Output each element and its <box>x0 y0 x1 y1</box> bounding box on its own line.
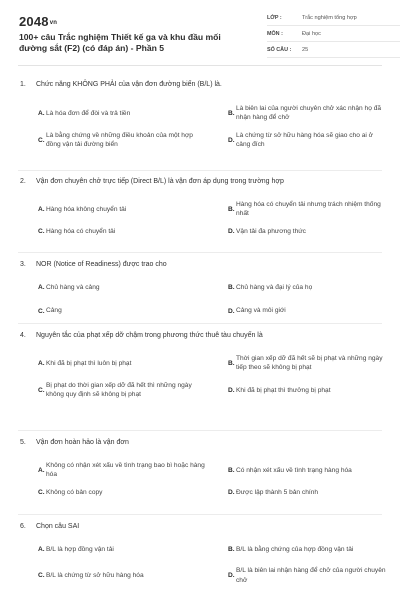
meta-row-class <box>267 10 400 26</box>
option-text: Vận tải đa phương thức <box>236 227 306 235</box>
question-2 <box>18 177 386 244</box>
option-letter: B. <box>228 546 235 554</box>
meta-value: Trắc nghiệm tổng hợp <box>302 14 357 21</box>
option-text: Khi đã bị phạt thì luôn bị phạt <box>46 359 132 367</box>
option-text: B/L là biên lai nhận hàng để chở của người chuyên chở <box>236 567 386 584</box>
divider <box>18 252 382 253</box>
question-number: 3. <box>20 261 26 268</box>
option-d[interactable] <box>208 227 386 236</box>
option-d[interactable] <box>208 381 386 400</box>
meta-label: LỚP : <box>267 14 282 21</box>
option-d[interactable] <box>208 488 386 497</box>
option-text: Cảng <box>46 307 62 315</box>
option-letter: A. <box>38 546 45 554</box>
option-text: Là chứng từ sở hữu hàng hóa sẽ giao cho ai ở cảng đích <box>236 131 374 149</box>
option-c[interactable] <box>18 306 208 315</box>
option-b[interactable] <box>208 461 386 480</box>
question-text: Chức năng KHÔNG PHẢI của vận đơn đường biển (B/L) là. <box>36 81 222 88</box>
option-text: Không có bản copy <box>46 488 103 496</box>
option-c[interactable] <box>18 488 208 497</box>
option-text: Cảng và môi giới <box>236 307 286 315</box>
option-letter: A. <box>38 284 45 292</box>
option-text: Hàng hóa có chuyển tải <box>46 227 116 235</box>
question-number: 4. <box>20 332 26 339</box>
page-title: 100+ câu Trắc nghiệm Thiết kế ga và khu đầu mối đường sắt (F2) (có đáp án) - Phần 5 <box>19 32 221 53</box>
option-c[interactable] <box>18 131 208 150</box>
question-1 <box>18 80 386 158</box>
option-letter: C. <box>38 136 45 144</box>
option-a[interactable] <box>18 461 208 480</box>
divider <box>18 430 382 431</box>
question-text: Chọn câu SAI <box>36 523 80 530</box>
meta-value: Đại học <box>302 30 321 37</box>
option-text: Hàng hóa có chuyển tải nhưng trách nhiệm thống nhất <box>236 201 381 218</box>
option-text: B/L là bằng chứng của hợp đồng vận tải <box>236 546 354 553</box>
option-b[interactable] <box>208 545 386 554</box>
option-letter: D. <box>228 307 235 315</box>
question-number: 6. <box>20 523 26 530</box>
site-logo[interactable]: 2048vn <box>19 14 58 29</box>
meta-value: 25 <box>302 46 309 53</box>
question-number: 1. <box>20 81 26 88</box>
question-text: Nguyên tắc của phạt xếp dỡ chậm trong phương thức thuê tàu chuyến là <box>36 332 263 339</box>
option-text: Bị phạt do thời gian xếp dỡ đã hết thì những ngày không quy định sẽ không bị phạt <box>46 381 192 399</box>
option-text: Có nhận xét xấu về tình trạng hàng hóa <box>236 466 352 474</box>
divider <box>18 514 382 515</box>
question-number: 5. <box>20 439 26 446</box>
option-a[interactable] <box>18 545 208 554</box>
option-text: Là hóa đơn để đòi và trả tiền <box>46 109 131 117</box>
question-6 <box>18 522 386 593</box>
meta-row-count <box>267 42 400 58</box>
question-number: 2. <box>20 178 26 185</box>
meta-label: SỐ CÂU : <box>267 46 292 53</box>
page-header <box>18 0 382 66</box>
question-text: Vận đơn hoàn hảo là vận đơn <box>36 439 129 446</box>
logo-suffix: vn <box>49 20 58 26</box>
option-letter: C. <box>38 307 45 315</box>
option-b[interactable] <box>208 200 386 219</box>
divider <box>18 323 382 324</box>
option-text: Chủ hàng và đại lý của họ <box>236 284 313 291</box>
option-c[interactable] <box>18 381 208 400</box>
option-letter: D. <box>228 228 235 236</box>
option-a[interactable] <box>18 200 208 219</box>
option-letter: D. <box>228 136 235 144</box>
option-b[interactable] <box>208 283 386 292</box>
option-letter: B. <box>228 284 235 292</box>
option-c[interactable] <box>18 227 208 236</box>
option-letter: A. <box>38 109 45 117</box>
question-text: NOR (Notice of Readiness) được trao cho <box>36 261 167 268</box>
option-letter: C. <box>38 489 45 497</box>
option-text: Khi đã bị phạt thì thưởng bị phạt <box>236 386 331 394</box>
option-text: Chủ hàng và cảng <box>46 284 100 291</box>
option-text: B/L là hợp đồng vận tải <box>46 546 114 553</box>
option-text: Không có nhận xét xấu về tình trạng bao bì hoặc hàng hóa <box>46 462 205 479</box>
option-text: Là biên lai của người chuyên chở xác nhận họ đã nhận hàng để chở <box>236 105 382 122</box>
option-b[interactable] <box>208 354 386 373</box>
question-text: Vận đơn chuyên chở trực tiếp (Direct B/L) là vận đơn áp dụng trong trường hợp <box>36 178 284 185</box>
question-5 <box>18 438 386 505</box>
option-text: Được lập thành 5 bản chính <box>236 488 319 496</box>
option-letter: D. <box>228 489 235 497</box>
option-letter: B. <box>228 359 235 367</box>
option-letter: A. <box>38 205 45 213</box>
option-letter: B. <box>228 466 235 474</box>
option-letter: B. <box>228 205 235 213</box>
option-c[interactable] <box>18 566 208 585</box>
option-b[interactable] <box>208 104 386 123</box>
option-a[interactable] <box>18 104 208 123</box>
divider <box>18 170 382 171</box>
meta-label: MÔN : <box>267 30 283 37</box>
option-d[interactable] <box>208 306 386 315</box>
option-text: Hàng hóa không chuyển tải <box>46 205 127 213</box>
option-letter: C. <box>38 228 45 236</box>
meta-row-subject <box>267 26 400 42</box>
option-d[interactable] <box>208 566 386 585</box>
option-letter: C. <box>38 386 45 394</box>
option-text: B/L là chứng từ sở hữu hàng hóa <box>46 572 144 580</box>
question-3 <box>18 260 386 324</box>
option-a[interactable] <box>18 354 208 373</box>
option-letter: A. <box>38 466 45 474</box>
option-d[interactable] <box>208 131 386 150</box>
option-letter: D. <box>228 572 235 580</box>
option-letter: A. <box>38 359 45 367</box>
option-text: Là bằng chứng về những điều khoản của một hợp đồng vận tải đường biển <box>46 131 193 149</box>
option-letter: D. <box>228 386 235 394</box>
option-letter: C. <box>38 572 45 580</box>
option-letter: B. <box>228 109 235 117</box>
option-text: Thời gian xếp dỡ đã hết sẽ bị phạt và những ngày tiếp theo sẽ không bị phạt <box>236 355 383 372</box>
option-a[interactable] <box>18 283 208 292</box>
question-4 <box>18 331 386 408</box>
exam-meta <box>267 10 400 58</box>
